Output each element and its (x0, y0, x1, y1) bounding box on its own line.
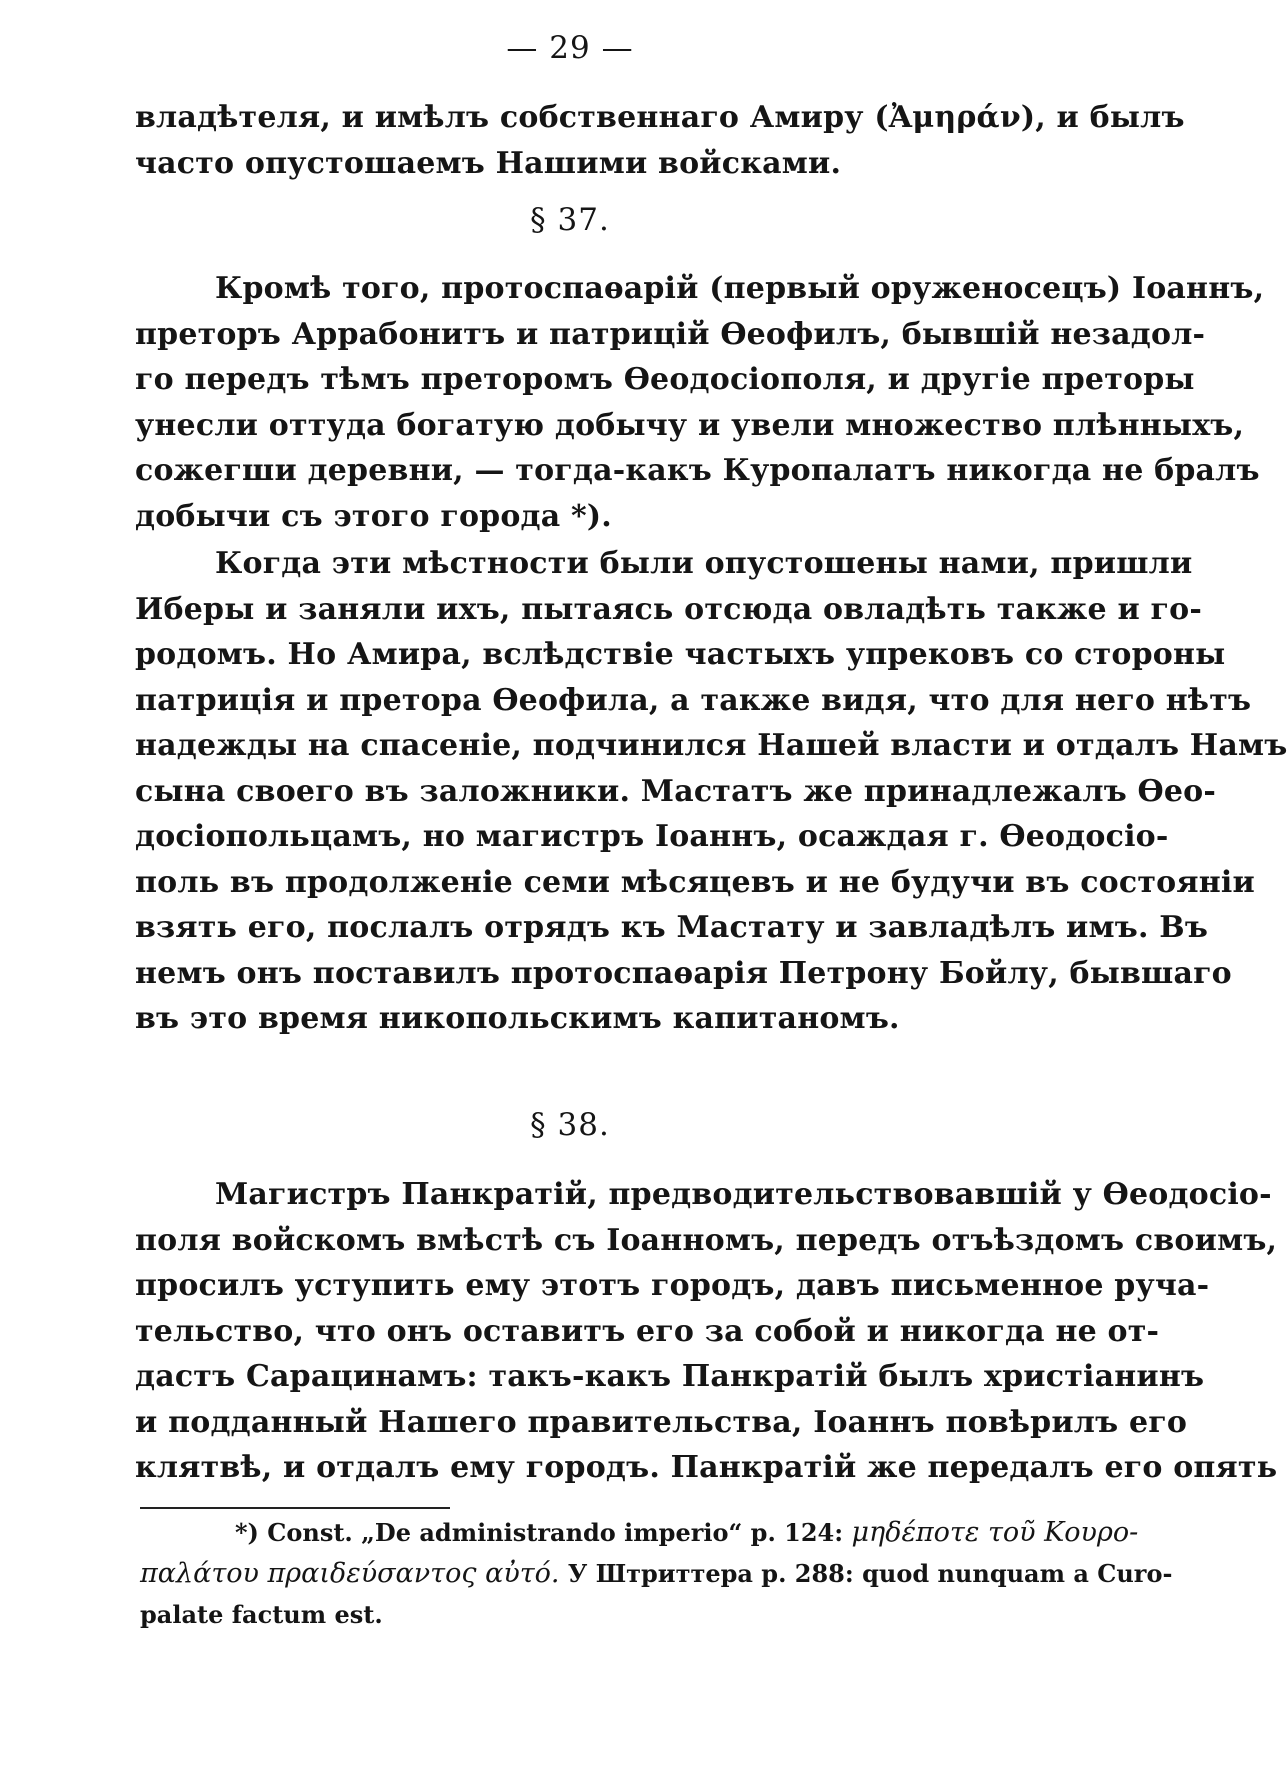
section-heading-37: § 37. (530, 202, 610, 238)
text-line: клятвѣ, и отдалъ ему городъ. Панкратій же передалъ его опять (135, 1450, 1278, 1485)
text-line: преторъ Аррабонитъ и патрицій Ѳеофилъ, бывшій незадол- (135, 316, 1206, 352)
text-line: родомъ. Но Амира, вслѣдствіе частыхъ упрековъ со стороны (135, 637, 1226, 672)
text-line: Иберы и заняли ихъ, пытаясь отсюда овладѣть также и го- (135, 591, 1203, 627)
text-line: сына своего въ заложники. Мастатъ же принадлежалъ Ѳео- (135, 773, 1217, 809)
section-37-paragraph-1 (135, 266, 1265, 539)
text-line: поля войскомъ вмѣстѣ съ Іоанномъ, передъ отъѣздомъ своимъ, (135, 1222, 1278, 1258)
footnote (140, 1512, 1173, 1635)
footnote-citation: *) Const. „De administrando imperio“ p. 124: (235, 1518, 852, 1547)
footnote-divider (140, 1507, 450, 1509)
footnote-line (140, 1512, 1139, 1553)
footnote-line (140, 1553, 1173, 1594)
text-line: досіопольцамъ, но магистръ Іоаннъ, осаждая г. Ѳеодосіо- (135, 819, 1169, 854)
text-line: и подданный Нашего правительства, Іоаннъ повѣрилъ его (135, 1404, 1188, 1440)
text-line: немъ онъ поставилъ протоспаѳарія Петрону Бойлу, бывшаго (135, 955, 1232, 991)
footnote-greek-quote: παλάτου πραιδεύσαντος αὐτό. (140, 1558, 560, 1589)
section-38-paragraph-1 (135, 1172, 1278, 1491)
footnote-citation: У Штриттера p. 288: quod nunquam a Curo- (559, 1559, 1173, 1588)
page-number: — 29 — (506, 30, 634, 66)
footnote-line: palate factum est. (140, 1600, 383, 1629)
text-line: поль въ продолженіе семи мѣсяцевъ и не будучи въ состояніи (135, 864, 1255, 900)
text-line: го передъ тѣмъ преторомъ Ѳеодосіополя, и другіе преторы (135, 362, 1195, 397)
text-line: унесли оттуда богатую добычу и увели множество плѣнныхъ, (135, 407, 1245, 443)
text-line: владѣтеля, и имѣлъ собственнаго Амиру (Ἀμηράν), и былъ (135, 100, 1185, 135)
text-line: просилъ уступить ему этотъ городъ, давъ письменное руча- (135, 1268, 1210, 1303)
text-line: въ это время никопольскимъ капитаномъ. (135, 1001, 900, 1036)
footnote-greek-quote: μηδέποτε τοῦ Κουρο- (851, 1517, 1139, 1548)
text-line: дастъ Сарацинамъ: такъ-какъ Панкратій былъ христіанинъ (135, 1359, 1205, 1394)
text-line: взять его, послалъ отрядъ къ Мастату и завладѣлъ имъ. Въ (135, 910, 1209, 945)
opening-paragraph (135, 95, 1185, 186)
text-line: Когда эти мѣстности были опустошены нами, пришли (215, 546, 1193, 581)
text-line: добычи съ этого города *). (135, 498, 612, 534)
text-line: тельство, что онъ оставитъ его за собой и никогда не от- (135, 1313, 1160, 1349)
text-line: сожегши деревни, — тогда-какъ Куропалатъ никогда не бралъ (135, 453, 1260, 488)
text-line: Кромѣ того, протоспаѳарій (первый оруженосецъ) Іоаннъ, (215, 271, 1265, 306)
text-line: часто опустошаемъ Нашими войсками. (135, 145, 842, 181)
section-heading-38: § 38. (530, 1107, 610, 1143)
section-37-paragraph-2 (135, 541, 1287, 1042)
text-line: Магистръ Панкратій, предводительствовавшій у Ѳеодосіо- (215, 1177, 1272, 1212)
text-line: надежды на спасеніе, подчинился Нашей власти и отдалъ Намъ (135, 728, 1287, 763)
text-line: патриція и претора Ѳеофила, а также видя, что для него нѣтъ (135, 682, 1252, 718)
